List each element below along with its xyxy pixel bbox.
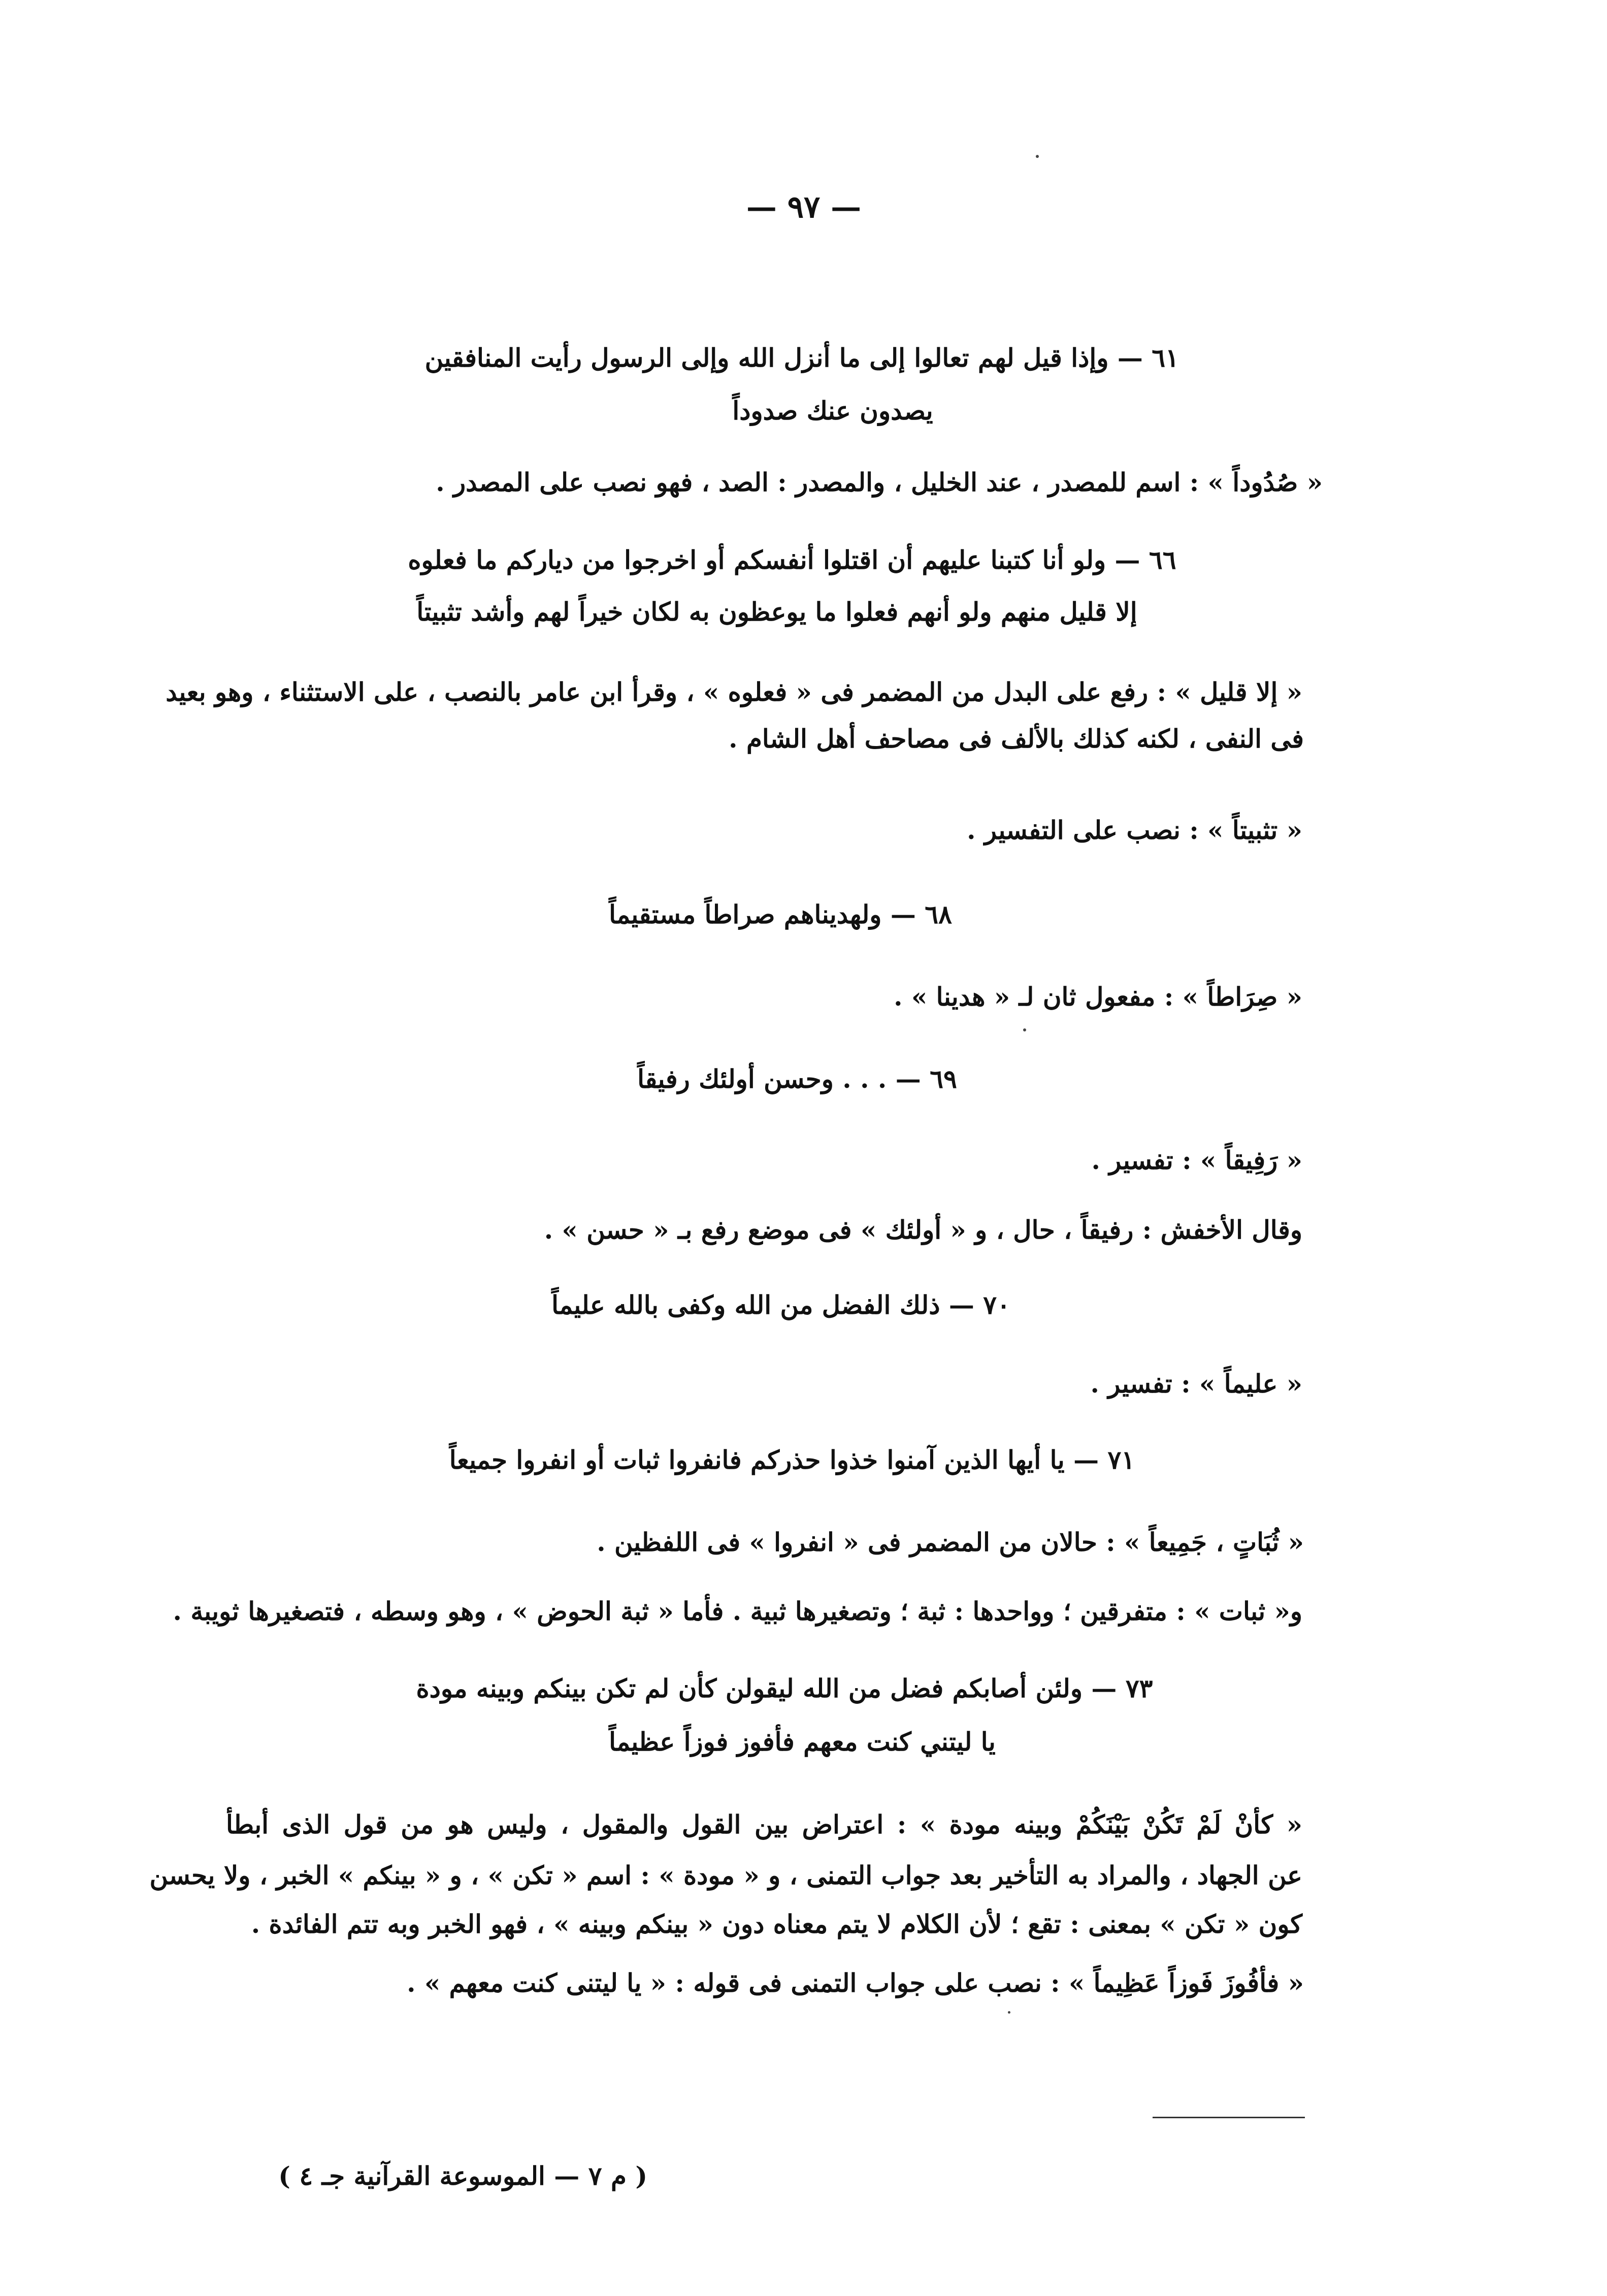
verse-69: ٦٩ — . . . وحسن أولئك رفيقاً <box>637 1064 957 1094</box>
verse-71: ٧١ — يا أيها الذين آمنوا خذوا حذركم فانفروا ثبات أو انفروا جميعاً <box>449 1445 1135 1475</box>
note-73-fawz: « فأفُوزَ فَوزاً عَظِيماً » : نصب على جواب التمنى فى قوله : « يا ليتنى كنت معهم » . <box>407 1968 1304 1998</box>
note-70: « عليماً » : تفسير . <box>1090 1369 1302 1399</box>
note-61: « صُدُوداً » : اسم للمصدر ، عند الخليل ، والمصدر : الصد ، فهو نصب على المصدر . <box>436 467 1323 497</box>
note-71-thubat-meaning: و« ثبات » : متفرقين ؛ وواحدها : ثبة ؛ وتصغيرها ثبية . فأما « ثبة الحوض » ، وهو وسطه ، فتصغيرها ثويبة . <box>173 1596 1302 1626</box>
note-71-thubat: « ثُبَاتٍ ، جَمِيعاً » : حالان من المضمر فى « انفروا » فى اللفظين . <box>597 1527 1304 1557</box>
note-73-line-2: عن الجهاد ، والمراد به التأخير بعد جواب التمنى ، و « مودة » : اسم « تكن » ، و « بينكم » الخبر ، ولا يحسن <box>149 1860 1302 1890</box>
verse-70: ٧٠ — ذلك الفضل من الله وكفى بالله عليماً <box>551 1290 1010 1320</box>
verse-73-line-1: ٧٣ — ولئن أصابكم فضل من الله ليقولن كأن لم تكن بينكم وبينه مودة <box>416 1673 1153 1703</box>
note-68: « صِرَاطاً » : مفعول ثان لـ « هدينا » . <box>894 982 1302 1012</box>
note-73-line-1: « كأنْ لَمْ تَكُنْ بَيْنَكُمْ وبينه مودة » : اعتراض بين القول والمقول ، وليس هو من قول الذى أبطأ <box>226 1809 1302 1839</box>
note-69-rafiqan: « رَفِيقاً » : تفسير . <box>1091 1145 1302 1175</box>
scan-speck <box>1023 1028 1026 1031</box>
verse-66-line-1: ٦٦ — ولو أنا كتبنا عليهم أن اقتلوا أنفسكم أو اخرجوا من دياركم ما فعلوه <box>408 545 1176 575</box>
verse-61-line-1: ٦١ — وإذا قيل لهم تعالوا إلى ما أنزل الله وإلى الرسول رأيت المنافقين <box>424 343 1179 373</box>
note-66-tathbit: « تثبيتاً » : نصب على التفسير . <box>967 815 1302 845</box>
verse-73-line-2: يا ليتني كنت معهم فأفوز فوزاً عظيماً <box>609 1727 996 1757</box>
scan-speck <box>1036 155 1039 158</box>
footer-rule <box>1153 2117 1305 2118</box>
footer-source: ( م ٧ — الموسوعة القرآنية جـ ٤ ) <box>278 2161 647 2191</box>
scan-speck <box>1008 2011 1010 2014</box>
note-66-line-2: فى النفى ، لكنه كذلك بالألف فى مصاحف أهل الشام . <box>729 724 1304 754</box>
note-69-akhfash: وقال الأخفش : رفيقاً ، حال ، و « أولئك » فى موضع رفع بـ « حسن » . <box>544 1215 1302 1245</box>
verse-66-line-2: إلا قليل منهم ولو أنهم فعلوا ما يوعظون به لكان خيراً لهم وأشد تثبيتاً <box>416 597 1137 627</box>
verse-61-line-2: يصدون عنك صدوداً <box>732 396 933 426</box>
page-number: — ٩٧ — <box>746 189 862 225</box>
note-66-line-1: « إلا قليل » : رفع على البدل من المضمر فى « فعلوه » ، وقرأ ابن عامر بالنصب ، على الاستثناء ، وهو بعيد <box>166 677 1302 707</box>
note-73-line-3: كون « تكن » بمعنى : تقع ؛ لأن الكلام لا يتم معناه دون « بينكم وبينه » ، فهو الخبر وبه تتم الفائدة . <box>251 1909 1302 1939</box>
verse-68: ٦٨ — ولهديناهم صراطاً مستقيماً <box>609 899 952 929</box>
